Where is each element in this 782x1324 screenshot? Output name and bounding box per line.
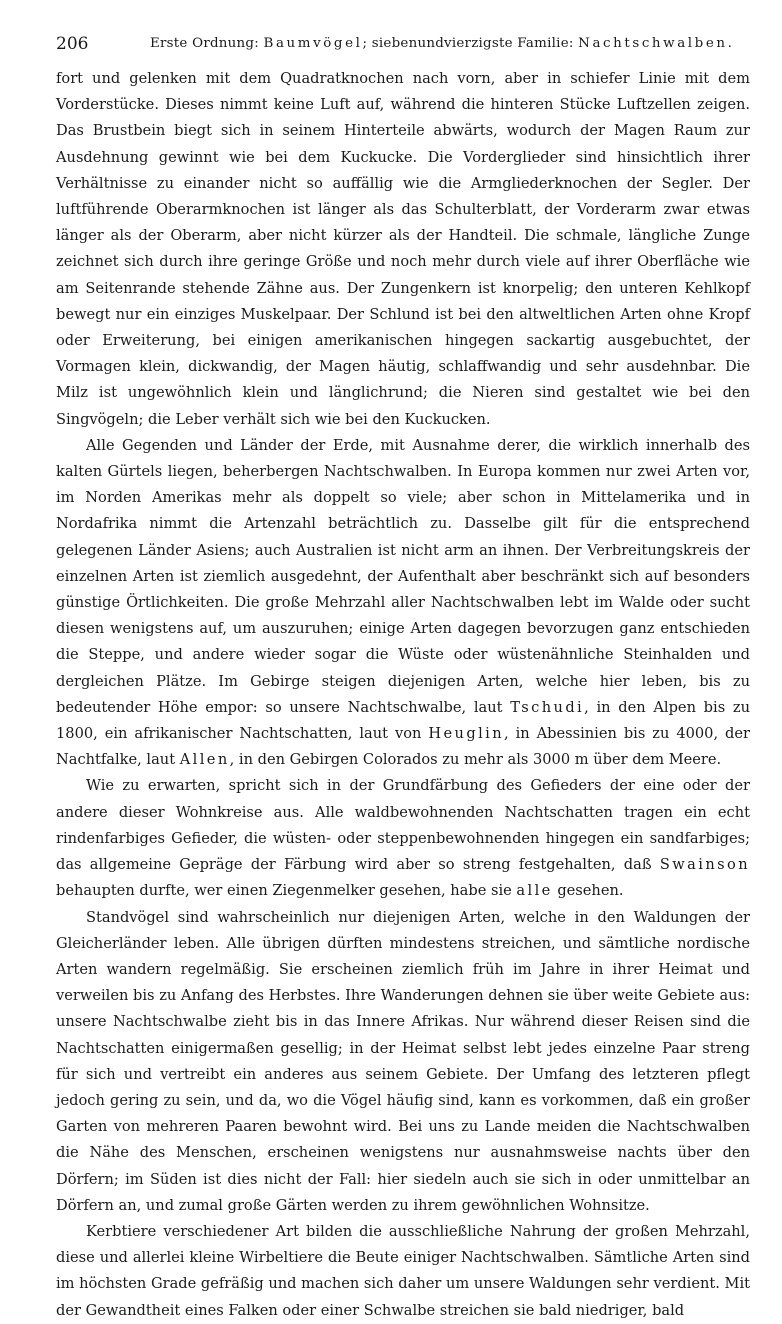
paragraph-distribution-part-a: Alle Gegenden und Länder der Erde, mit Ausnahme derer, die wirklich innerhalb des kalten Gürtels liegen, beherbergen Nachtschwalben. In Europa kommen nur zwei Arten vor, im Norden Amerikas mehr als doppelt so viele; aber schon in Mittelamerika und in Nordafrika nimmt die Artenzahl beträchtlich zu. Dasselbe gilt für die entsprechend gelegenen Länder Asiens; auch Australien ist nicht arm an ihnen. Der Verbreitungskreis der einzelnen Arten ist ziemlich ausgedehnt, der Aufenthalt aber beschränkt sich auf besonders günstige Örtlichkeiten. Die große Mehrzahl aller Nachtschwalben lebt im Walde oder sucht diesen wenigstens auf, um auszuruhen; einige Arten dagegen bevorzugen ganz entschieden die Steppe, und andere wieder sogar die Wüste oder wüstenähnliche Steinhalden und dergleichen Plätze. Im Gebirge steigen diejenigen Arten, welche hier leben, bis zu bedeutender Höhe empor: so unsere Nachtschwalbe, laut xyxy=(56,436,750,716)
paragraph-plumage-part-c: gesehen. xyxy=(552,882,624,900)
author-name-heuglin: Heuglin xyxy=(428,725,504,743)
paragraph-distribution xyxy=(56,433,750,774)
running-title-order: Erste Ordnung: xyxy=(150,36,264,51)
author-name-tschudi: Tschudi xyxy=(510,698,585,716)
emphasis-alle: alle xyxy=(516,882,553,900)
paragraph-anatomy: fort und gelenken mit dem Quadratknochen nach vorn, aber in schiefer Linie mit dem Vorderstücke. Dieses nimmt keine Luft auf, während die hinteren Stücke Luftzellen zeigen. Das Brustbein biegt sich in seinem Hinterteile abwärts, wodurch der Magen Raum zur Ausdehnung gewinnt wie bei dem Kuckucke. Die Vorderglieder sind hinsichtlich ihrer Verhältnisse zu einander nicht so auffällig wie die Armgliederknochen der Segler. Der luftführende Oberarmknochen ist länger als das Schulterblatt, der Vorderarm zwar etwas länger als der Oberarm, aber nicht kürzer als der Handteil. Die schmale, längliche Zunge zeichnet sich durch ihre geringe Größe und noch mehr durch viele auf ihrer Oberfläche wie am Seitenrande stehende Zähne aus. Der Zungenkern ist knorpelig; den unteren Kehlkopf bewegt nur ein einziges Muskelpaar. Der Schlund ist bei den altweltlichen Arten ohne Kropf oder Erweiterung, bei einigen amerikanischen hingegen sackartig ausgebuchtet, der Vormagen klein, dickwandig, der Magen häutig, schlaffwandig und sehr ausdehnbar. Die Milz ist ungewöhnlich klein und länglichrund; die Nieren sind gestaltet wie bei den Singvögeln; die Leber verhält sich wie bei den Kuckucken. xyxy=(56,70,750,428)
running-title-family: Nachtschwalben. xyxy=(578,36,735,51)
paragraph-plumage-part-a: Wie zu erwarten, spricht sich in der Grundfärbung des Gefieders der eine oder der andere dieser Wohnkreise aus. Alle waldbewohnenden Nachtschatten tragen ein echt rindenfarbiges Gefieder, die wüsten- oder steppenbewohnenden hingegen ein sandfarbiges; das allgemeine Gepräge der Färbung wird aber so streng festgehalten, daß xyxy=(56,777,750,874)
paragraph-plumage xyxy=(56,773,750,904)
paragraph-distribution-part-d: , in den Gebirgen Colorados zu mehr als 3000 m über dem Meere. xyxy=(229,751,722,769)
paragraph-food: Kerbtiere verschiedener Art bilden die ausschließliche Nahrung der großen Mehrzahl, diese und allerlei kleine Wirbeltiere die Beute einiger Nachtschwalben. Sämtliche Arten sind im höchsten Grade gefräßig und machen sich daher um unsere Waldungen sehr verdient. Mit der Gewandtheit eines Falken oder einer Schwalbe streichen sie bald niedriger, bald xyxy=(56,1222,750,1319)
running-title-group: Baumvögel xyxy=(263,36,363,51)
paragraph-distribution-part-b: , in den Alpen bis zu 1800, ein afrikanischer Nachtschatten, laut von xyxy=(56,698,750,743)
author-name-swainson: Swainson xyxy=(659,856,750,874)
running-title-middle: ; siebenundvierzigste Familie: xyxy=(362,36,579,51)
paragraph-plumage-part-b: behaupten durfte, wer einen Ziegenmelker gesehen, habe sie xyxy=(56,882,517,900)
author-name-allen: Allen xyxy=(179,751,230,769)
running-head xyxy=(56,30,750,54)
paragraph-migration: Standvögel sind wahrscheinlich nur diejenigen Arten, welche in den Waldungen der Gleicherländer leben. Alle übrigen dürften mindestens streichen, und sämtliche nordische Arten wandern regelmäßig. Sie erscheinen ziemlich früh im Jahre in ihrer Heimat und verweilen bis zu Anfang des Herbstes. Ihre Wanderungen dehnen sie über weite Gebiete aus: unsere Nachtschwalbe zieht bis in das Innere Afrikas. Nur während dieser Reisen sind die Nachtschatten einigermaßen gesellig; in der Heimat selbst lebt jedes einzelne Paar streng für sich und vertreibt ein anderes aus seinem Gebiete. Der Umfang des letzteren pflegt jedoch gering zu sein, und da, wo die Vögel häufig sind, kann es vorkommen, daß ein großer Garten von mehreren Paaren bewohnt wird. Bei uns zu Lande meiden die Nachtschwalben die Nähe des Menschen, erscheinen wenigstens nur ausnahmsweise nachts über den Dörfern; im Süden ist dies nicht der Fall: hier siedeln auch sie sich in oder unmittelbar an Dörfern an, und zumal große Gärten werden zu ihrem gewöhnlichen Wohnsitze. xyxy=(56,908,750,1214)
page-number: 206 xyxy=(56,34,89,54)
paragraph-distribution-part-c: , in Abessinien bis zu 4000, der Nachtfalke, laut xyxy=(56,725,750,769)
running-title xyxy=(150,36,734,51)
body-text xyxy=(56,66,750,1324)
